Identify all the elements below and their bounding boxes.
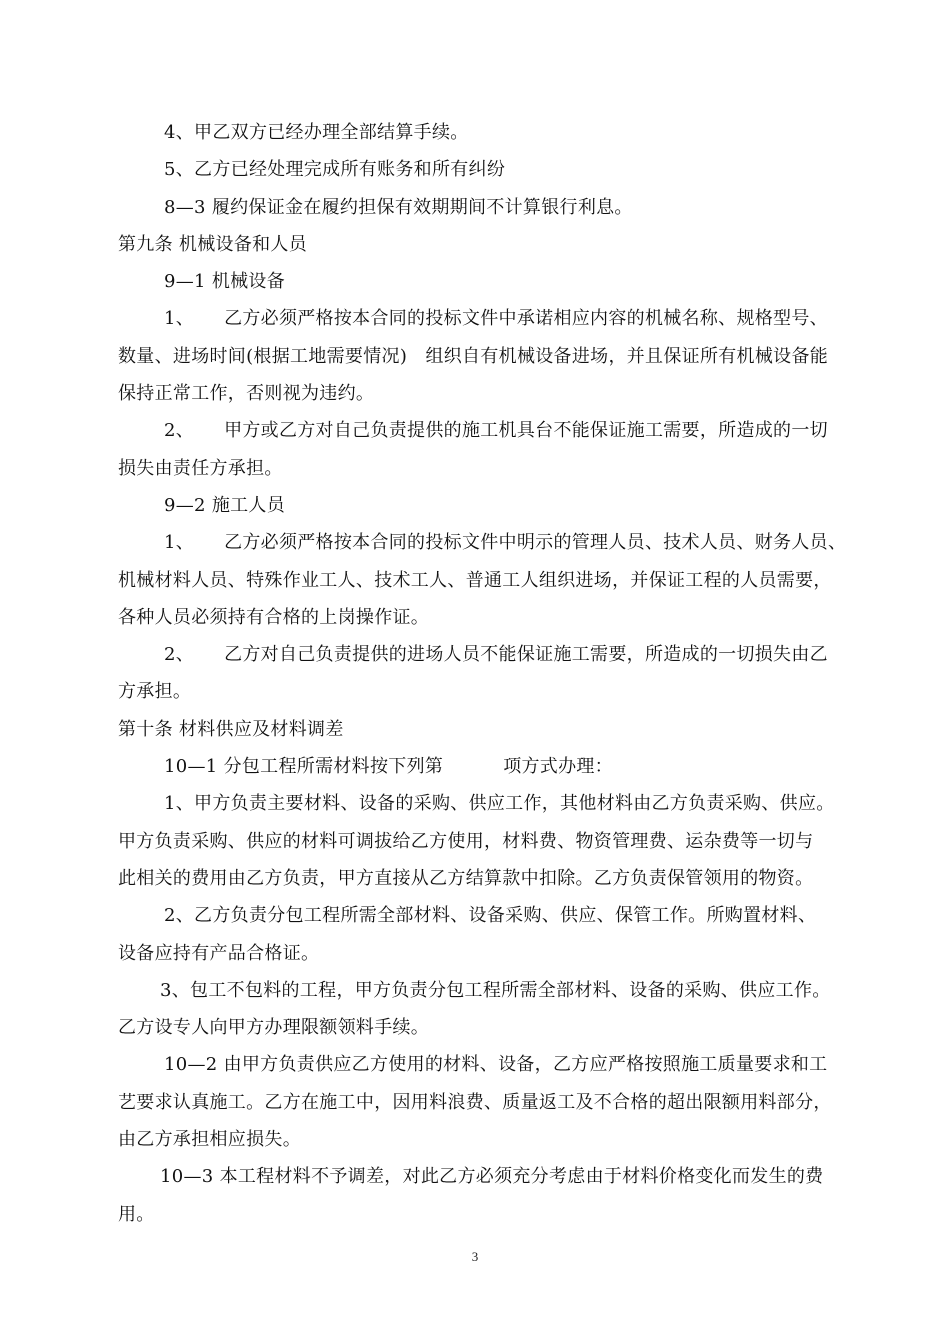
paragraph-line: 艺要求认真施工。乙方在施工中，因用料浪费、质量返工及不合格的超出限额用料部分， xyxy=(118,1091,832,1113)
paragraph-line xyxy=(118,524,858,561)
paragraph-line xyxy=(118,748,858,785)
paragraph-line: 由乙方承担相应损失。 xyxy=(118,1129,301,1151)
clause-text-end: 项方式办理： xyxy=(503,756,613,778)
paragraph-line: 乙方设专人向甲方办理限额领料手续。 xyxy=(118,1017,430,1039)
paragraph-line: 1、甲方负责主要材料、设备的采购、供应工作，其他材料由乙方负责采购、供应。 xyxy=(164,793,835,815)
paragraph-line: 3、包工不包料的工程，甲方负责分包工程所需全部材料、设备的采购、供应工作。 xyxy=(160,979,831,1001)
paragraph-line: 甲方负责采购、供应的材料可调拔给乙方使用，材料费、物资管理费、运杂费等一切与 xyxy=(118,830,814,852)
paragraph-line: 损失由责任方承担。 xyxy=(118,457,283,479)
paragraph-line xyxy=(118,636,858,673)
clause-text: 10—1 分包工程所需材料按下列第 xyxy=(164,756,444,778)
paragraph-line: 2、乙方负责分包工程所需全部材料、设备采购、供应、保管工作。所购置材料、 xyxy=(164,905,817,927)
paragraph-line: 机械材料人员、特殊作业工人、技术工人、普通工人组织进场，并保证工程的人员需要， xyxy=(118,569,832,591)
document-body xyxy=(118,114,858,1233)
section-heading: 第九条 机械设备和人员 xyxy=(118,233,308,255)
list-text: 乙方必须严格按本合同的投标文件中承诺相应内容的机械名称、规格型号、 xyxy=(224,308,828,330)
list-number: 1、 xyxy=(164,308,195,330)
subsection-heading: 9—1 机械设备 xyxy=(164,271,286,293)
list-number: 2、 xyxy=(164,420,195,442)
paragraph-line: 方承担。 xyxy=(118,681,192,703)
subsection-heading: 9—2 施工人员 xyxy=(164,494,286,516)
paragraph-line: 各种人员必须持有合格的上岗操作证。 xyxy=(118,606,430,628)
paragraph-line: 10—3 本工程材料不予调差，对此乙方必须充分考虑由于材料价格变化而发生的费 xyxy=(160,1166,824,1188)
page-number: 3 xyxy=(471,1249,479,1264)
paragraph-line: 保持正常工作，否则视为违约。 xyxy=(118,383,375,405)
paragraph-line: 5、乙方已经处理完成所有账务和所有纠纷 xyxy=(164,159,506,181)
paragraph-line: 用。 xyxy=(118,1203,155,1225)
list-text: 乙方必须严格按本合同的投标文件中明示的管理人员、技术人员、财务人员、 xyxy=(224,532,847,554)
list-number: 1、 xyxy=(164,532,195,554)
paragraph-line: 数量、进场时间(根据工地需要情况) 组织自有机械设备进场，并且保证所有机械设备能 xyxy=(118,345,829,367)
list-text: 乙方对自己负责提供的进场人员不能保证施工需要，所造成的一切损失由乙 xyxy=(224,644,828,666)
paragraph-line xyxy=(118,412,858,449)
list-text: 甲方或乙方对自己负责提供的施工机具台不能保证施工需要，所造成的一切 xyxy=(224,420,828,442)
paragraph-line: 此相关的费用由乙方负责，甲方直接从乙方结算款中扣除。乙方负责保管领用的物资。 xyxy=(118,867,814,889)
paragraph-line: 8—3 履约保证金在履约担保有效期期间不计算银行利息。 xyxy=(164,196,633,218)
paragraph-line: 4、甲乙双方已经办理全部结算手续。 xyxy=(164,122,469,143)
paragraph-line: 设备应持有产品合格证。 xyxy=(118,942,320,964)
section-heading: 第十条 材料供应及材料调差 xyxy=(118,718,344,740)
list-number: 2、 xyxy=(164,644,195,666)
paragraph-line: 10—2 由甲方负责供应乙方使用的材料、设备，乙方应严格按照施工质量要求和工 xyxy=(164,1054,828,1076)
paragraph-line xyxy=(118,300,858,337)
